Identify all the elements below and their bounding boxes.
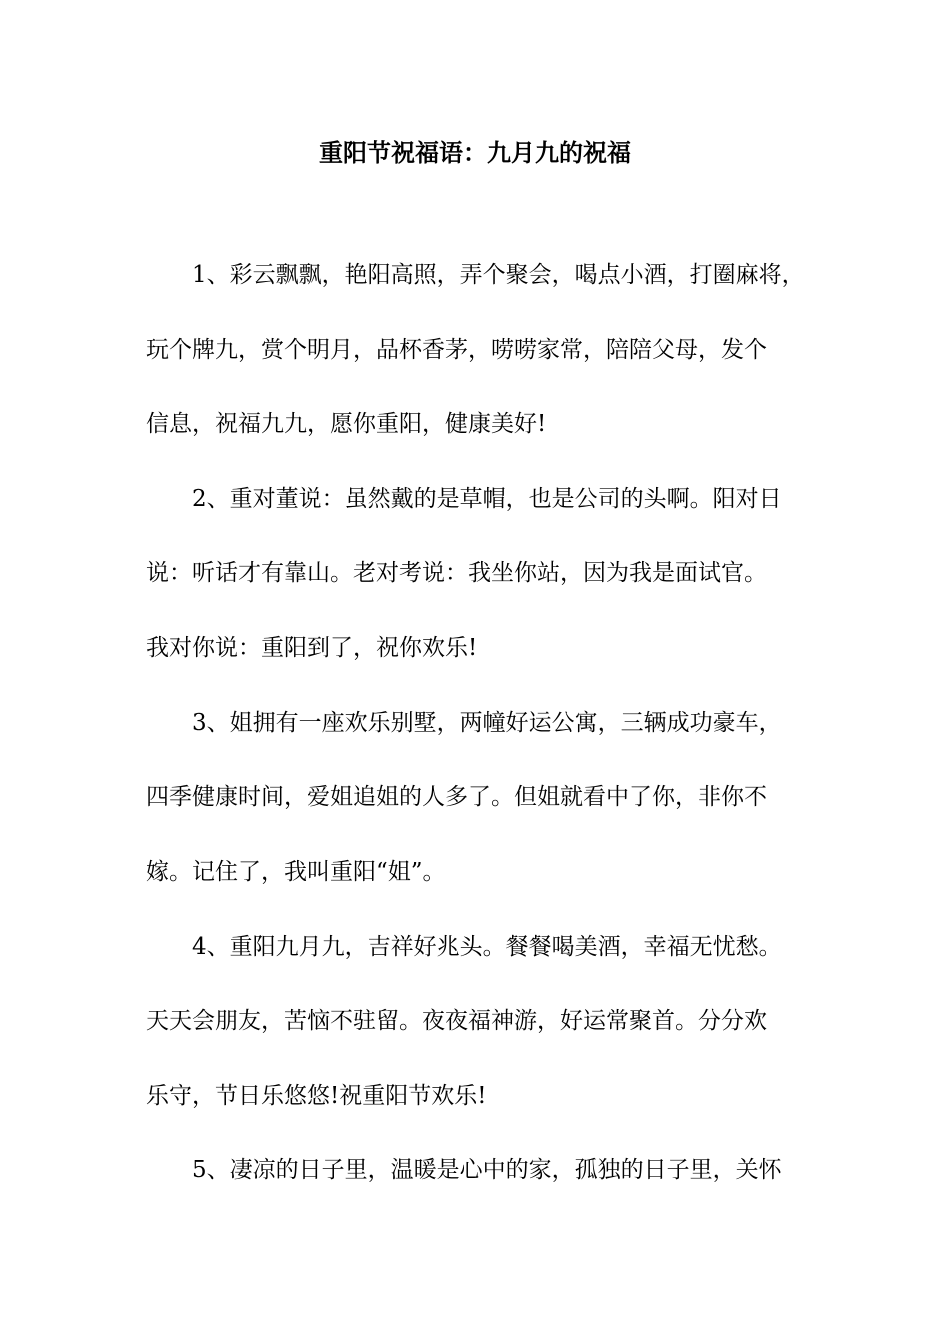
page-title: 重阳节祝福语：九月九的祝福: [319, 139, 631, 167]
paragraph-5-line-1: 5、凄凉的日子里，温暖是心中的家，孤独的日子里，关怀: [192, 1157, 782, 1183]
paragraph-1-line-2: 玩个牌九，赏个明月，品杯香茅，唠唠家常，陪陪父母，发个: [146, 337, 767, 363]
paragraph-3-line-1: 3、姐拥有一座欢乐别墅，两幢好运公寓，三辆成功豪车，: [192, 710, 782, 736]
paragraph-1-line-1: 1、彩云飘飘，艳阳高照，弄个聚会，喝点小酒，打圈麻将，: [192, 262, 805, 288]
paragraph-2-line-2: 说：听话才有靠山。老对考说：我坐你站，因为我是面试官。: [146, 560, 767, 586]
paragraph-4-line-1: 4、重阳九月九，吉祥好兆头。餐餐喝美酒，幸福无忧愁。: [192, 934, 782, 960]
paragraph-3-line-2: 四季健康时间，爱姐追姐的人多了。但姐就看中了你，非你不: [146, 784, 767, 810]
paragraph-2-line-3: 我对你说：重阳到了，祝你欢乐!: [146, 635, 478, 661]
paragraph-3-line-3: 嫁。记住了，我叫重阳“姐”。: [146, 859, 446, 885]
paragraph-4-line-2: 天天会朋友，苦恼不驻留。夜夜福神游，好运常聚首。分分欢: [146, 1008, 767, 1034]
paragraph-1-line-3: 信息，祝福九九，愿你重阳，健康美好!: [146, 411, 547, 437]
paragraph-4-line-3: 乐守，节日乐悠悠!祝重阳节欢乐!: [146, 1083, 487, 1109]
paragraph-2-line-1: 2、重对董说：虽然戴的是草帽，也是公司的头啊。阳对日: [192, 486, 782, 512]
